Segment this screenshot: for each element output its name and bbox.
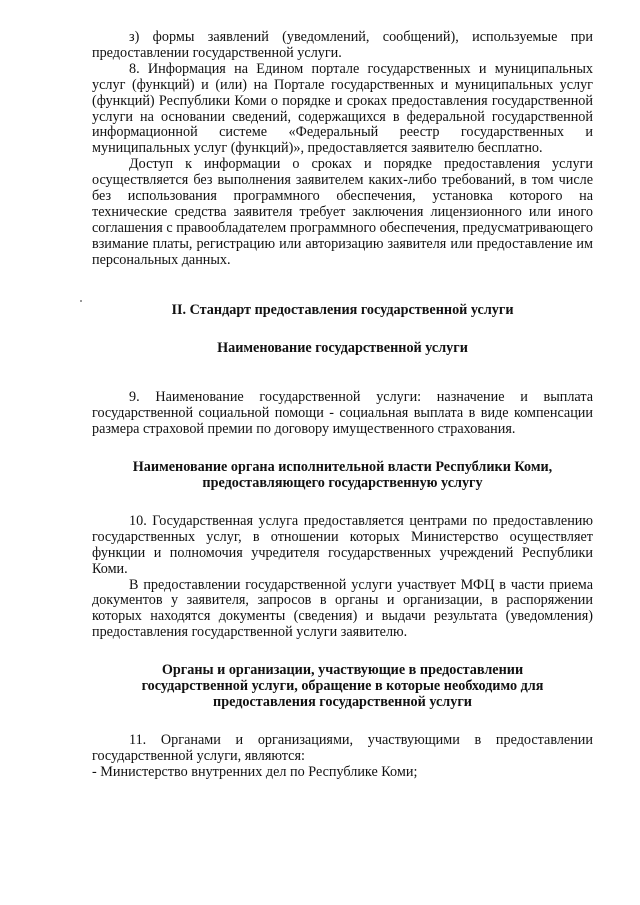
scan-speck (80, 300, 82, 302)
paragraph-8: 8. Информация на Едином портале государственных и муниципальных услуг (функций) и (или) на Портале государственных и муниципальных услуг (функций) Республики Коми о порядке и сроках предоставления государственной услуги на основании сведений, содержащихся в федеральной государственной информационной системе «Федеральный реестр государственных и муниципальных услуг (функций)», предоставляется заявителю бесплатно. (92, 60, 593, 157)
paragraph-11: 11. Органами и организациями, участвующими в предоставлении государственной услуги, являются: (92, 731, 593, 764)
orgs-heading-line1: Органы и организации, участвующие в предоставлении (161, 662, 524, 679)
paragraph-access: Доступ к информации о сроках и порядке предоставления услуги осуществляется без выполнения заявителем каких-либо требований, в том числе без использования программного обеспечения, установка которого на технические средства заявителя требует заключения лицензионного или иного соглашения с правообладателем программного обеспечения, предусматривающего взимание платы, регистрацию или авторизацию заявителя или предоставление им персональных данных. (92, 156, 593, 268)
authority-heading-line1: Наименование органа исполнительной власти Республики Коми, (132, 459, 553, 476)
paragraph-z: з) формы заявлений (уведомлений, сообщений), используемые при предоставлении государственной услуги. (92, 29, 593, 61)
section-2-heading: II. Стандарт предоставления государственной услуги (171, 301, 514, 318)
paragraph-mfc: В предоставлении государственной услуги участвует МФЦ в части приема документов у заявителя, запросов в органы и организации, в распоряжении которых находятся документы (сведения) и выдачи результата (уведомления) предоставления государственной услуги заявителю. (92, 576, 593, 641)
paragraph-10: 10. Государственная услуга предоставляется центрами по предоставлению государственных услуг, в отношении которых Министерство осуществляет функции и полномочия учредителя государственных учреждений Республики Коми. (92, 512, 593, 577)
orgs-heading-line3: предоставления государственной услуги (213, 694, 472, 710)
document-body (92, 30, 593, 781)
paragraph-9: 9. Наименование государственной услуги: назначение и выплата государственной социальной помощи - социальная выплата в виде компенсации размера страховой премии по договору имущественного страхования. (92, 389, 593, 438)
orgs-heading-line2: государственной услуги, обращение в которые необходимо для (141, 678, 544, 695)
list-item-mvd: - Министерство внутренних дел по Республике Коми; (92, 763, 418, 780)
authority-heading-line2: предоставляющего государственную услугу (202, 475, 483, 492)
service-name-heading: Наименование государственной услуги (217, 339, 468, 356)
